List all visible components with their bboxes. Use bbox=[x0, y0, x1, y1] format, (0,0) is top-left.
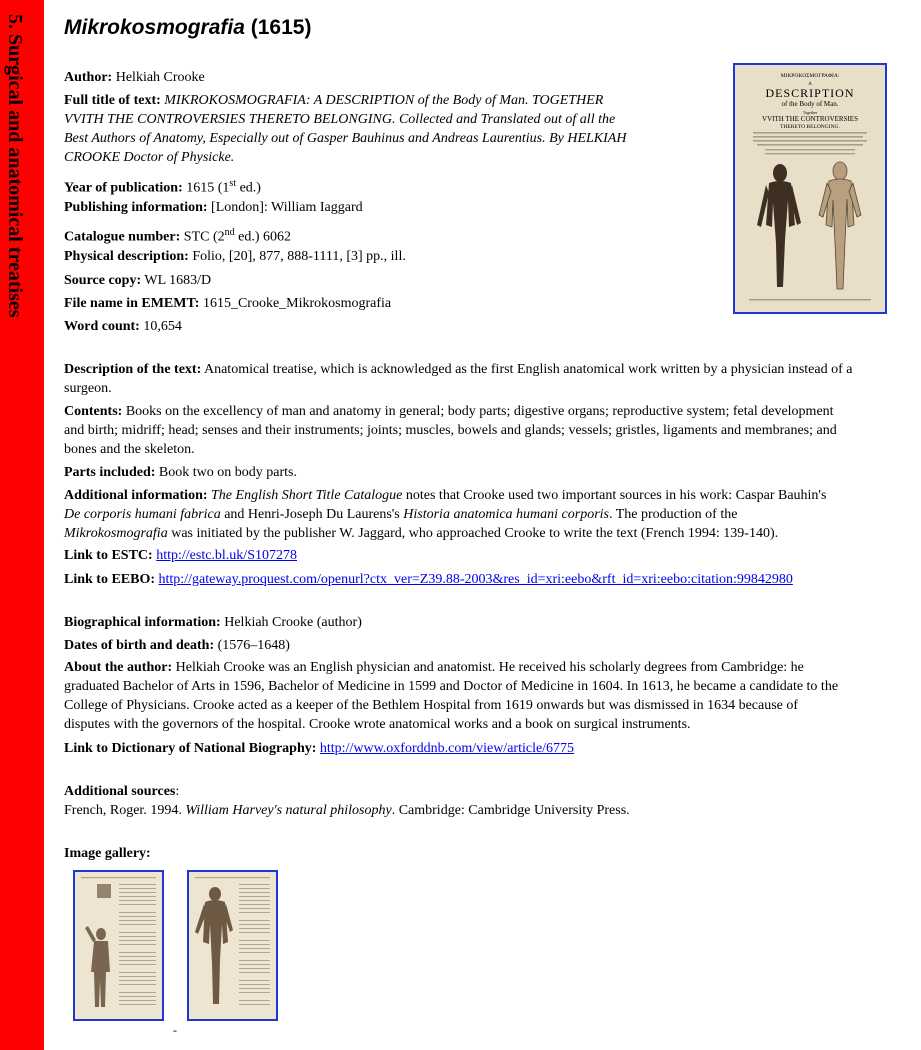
dnb-link[interactable]: http://www.oxforddnb.com/view/article/6775 bbox=[319, 741, 575, 756]
title-year: (1615) bbox=[250, 16, 312, 39]
publishing-row: Publishing information: [London]: William Iaggard bbox=[64, 200, 363, 215]
dnb-row: Link to Dictionary of National Biography: http://www.oxforddnb.com/view/article/6775 bbox=[64, 741, 575, 756]
parts-row: Parts included: Book two on body parts. bbox=[64, 465, 297, 480]
eebo-link[interactable]: http://gateway.proquest.com/openurl?ctx_ver=Z39.88-2003&res_id=xri:eebo&rft_id=xri:eebo:citation:99842980 bbox=[158, 572, 793, 587]
estc-link[interactable]: http://estc.bl.uk/S107278 bbox=[156, 548, 297, 563]
title-page-illustration bbox=[735, 65, 885, 312]
svg-text:Together: Together bbox=[802, 110, 818, 115]
svg-text:of the Body of Man.: of the Body of Man. bbox=[781, 100, 839, 108]
filename-row: File name in EMEMT: 1615_Crooke_Mikrokosmografia bbox=[64, 296, 392, 311]
contents-row: Contents: Books on the excellency of man and anatomy in general; body parts; digestive organs; reproductive system; fetal development and birth; midriff; head; senses and their instruments; joints; muscles, bowels and glands; vessels; gristles, ligaments and membranes; and bones and the skeleton. bbox=[64, 404, 837, 457]
gallery-heading: Image gallery: bbox=[64, 846, 151, 861]
page-title bbox=[64, 16, 311, 40]
wordcount-row: Word count: 10,654 bbox=[64, 319, 182, 334]
title-page-image[interactable] bbox=[733, 63, 887, 314]
title-italic: Mikrokosmografia bbox=[64, 16, 245, 39]
dates-row: Dates of birth and death: (1576–1648) bbox=[64, 638, 290, 653]
year-row: Year of publication: 1615 (1st ed.) bbox=[64, 178, 261, 196]
svg-text:DESCRIPTION: DESCRIPTION bbox=[765, 86, 855, 100]
description-row: Description of the text: Anatomical treatise, which is acknowledged as the first English anatomical work written by a physician instead of a surgeon. bbox=[64, 362, 853, 396]
svg-text:A: A bbox=[808, 82, 812, 87]
author-row: Author: Helkiah Crooke bbox=[64, 70, 205, 85]
source-row: Source copy: WL 1683/D bbox=[64, 273, 212, 288]
about-author-row: About the author: Helkiah Crooke was an English physician and anatomist. He received his scholarly degrees from Cambridge: he graduated Bachelor of Arts in 1596, Bachelor of Medicine in 1599 and Doctor of Medicine in 1604. In 1613, he became a candidate to the College of Physicians. Crooke acted as a keeper of the Bethlem Hospital from 1619 onwards but was dismissed in 1634 because of disputes with the governors of the hospital. Crooke wrote anatomical works and a book on surgical instruments. bbox=[64, 660, 839, 732]
additional-sources-row: Additional sources: French, Roger. 1994. William Harvey's natural philosophy. Cambridge: Cambridge University Press. bbox=[64, 784, 630, 818]
sidebar-band bbox=[0, 0, 44, 1050]
additional-info-row: Additional information: The English Short Title Catalogue notes that Crooke used two important sources in his work: Caspar Bauhin's De corporis humani fabrica and Henri-Joseph Du Laurens's Historia anatomica humani corporis. The production of the Mikrokosmografia was initiated by the publisher W. Jaggard, who approached Crooke to write the text (French 1994: 139-140). bbox=[64, 488, 827, 541]
gallery-thumbnail-2[interactable] bbox=[187, 870, 278, 1021]
eebo-row: Link to EEBO: http://gateway.proquest.com/openurl?ctx_ver=Z39.88-2003&res_id=xri:eebo&rft_id=xri:eebo:citation:99842980 bbox=[64, 572, 793, 587]
chapter-label: 5. Surgical and anatomical treatises bbox=[4, 14, 26, 318]
gallery-page-illustration bbox=[189, 872, 276, 1019]
svg-text:MIKPOKOΣMOΓPAΦIA:: MIKPOKOΣMOΓPAΦIA: bbox=[780, 73, 840, 79]
physical-row: Physical description: Folio, [20], 877, 888-1111, [3] pp., ill. bbox=[64, 249, 406, 264]
gallery-thumbnail-1[interactable] bbox=[73, 870, 164, 1021]
svg-text:VVITH THE CONTROVERSIES: VVITH THE CONTROVERSIES bbox=[762, 115, 858, 123]
gallery-page-illustration bbox=[75, 872, 162, 1019]
estc-row: Link to ESTC: http://estc.bl.uk/S107278 bbox=[64, 548, 297, 563]
svg-text:THERETO BELONGING.: THERETO BELONGING. bbox=[780, 124, 840, 130]
catalogue-row: Catalogue number: STC (2nd ed.) 6062 bbox=[64, 227, 292, 245]
bio-row: Biographical information: Helkiah Crooke (author) bbox=[64, 615, 362, 630]
gallery-separator: - bbox=[173, 1023, 177, 1037]
full-title-row: Full title of text: MIKROKOSMOGRAFIA: A DESCRIPTION of the Body of Man. TOGETHER VVITH THE CONTROVERSIES THERETO BELONGING. Collected and Translated out of all the Best Authors of Anatomy, Especially out of Gasper Bauhinus and Andreas Laurentius. By HELKIAH CROOKE Doctor of Physicke. bbox=[64, 93, 627, 165]
